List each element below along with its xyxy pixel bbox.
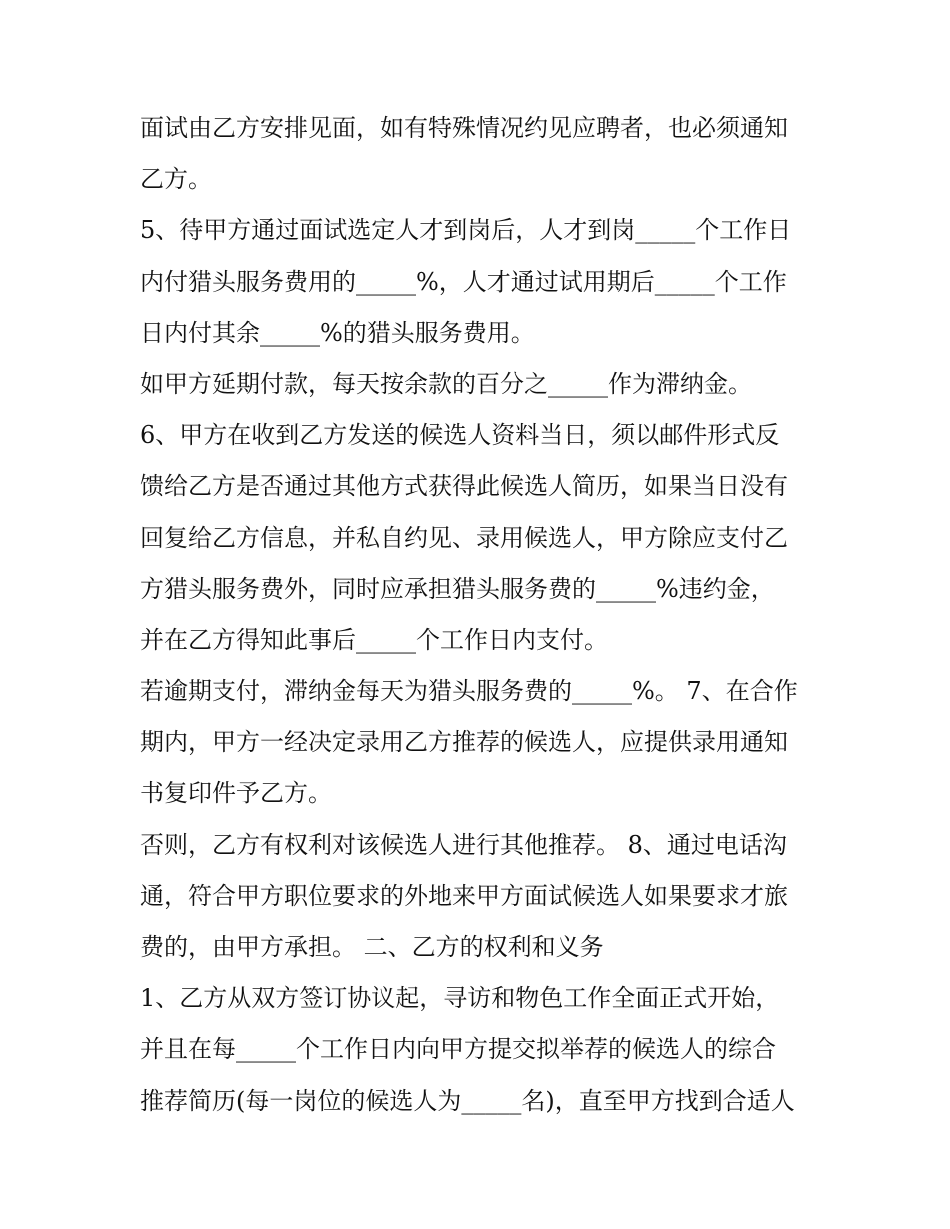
text-line: 方猎头服务费外，同时应承担猎头服务费的_____%违约金， bbox=[140, 574, 775, 603]
text-line: 并且在每_____个工作日内向甲方提交拟举荐的候选人的综合 bbox=[140, 1035, 776, 1064]
text-line: 6、甲方在收到乙方发送的候选人资料当日，须以邮件形式反 bbox=[140, 421, 780, 450]
text-line: 1、乙方从双方签订协议起，寻访和物色工作全面正式开始， bbox=[140, 984, 780, 1013]
text-line: 馈给乙方是否通过其他方式获得此候选人简历，如果当日没有 bbox=[140, 472, 788, 501]
text-line: 推荐简历(每一岗位的候选人为_____名)，直至甲方找到合适人 bbox=[140, 1086, 795, 1115]
text-line: 否则，乙方有权利对该候选人进行其他推荐。 8、通过电话沟 bbox=[140, 830, 787, 859]
text-line: 书复印件予乙方。 bbox=[140, 779, 332, 808]
text-line: 通，符合甲方职位要求的外地来甲方面试候选人如果要求才旅 bbox=[140, 881, 788, 910]
text-line: 如甲方延期付款，每天按余款的百分之_____作为滞纳金。 bbox=[140, 369, 752, 398]
text-line: 并在乙方得知此事后_____个工作日内支付。 bbox=[140, 625, 608, 654]
text-line: 日内付其余_____%的猎头服务费用。 bbox=[140, 318, 535, 347]
text-line: 面试由乙方安排见面，如有特殊情况约见应聘者，也必须通知 bbox=[140, 114, 788, 142]
text-line: 乙方。 bbox=[140, 165, 212, 194]
text-line: 期内，甲方一经决定录用乙方推荐的候选人，应提供录用通知 bbox=[140, 728, 788, 757]
document-body bbox=[140, 103, 820, 1127]
text-line: 回复给乙方信息，并私自约见、录用候选人，甲方除应支付乙 bbox=[140, 523, 788, 552]
text-line: 内付猎头服务费用的_____%，人才通过试用期后_____个工作 bbox=[140, 267, 787, 296]
text-line: 若逾期支付，滞纳金每天为猎头服务费的_____%。 7、在合作 bbox=[140, 677, 798, 706]
text-line: 5、待甲方通过面试选定人才到岗后，人才到岗_____个工作日 bbox=[140, 216, 792, 245]
text-line: 费的，由甲方承担。 二、乙方的权利和义务 bbox=[140, 933, 604, 961]
